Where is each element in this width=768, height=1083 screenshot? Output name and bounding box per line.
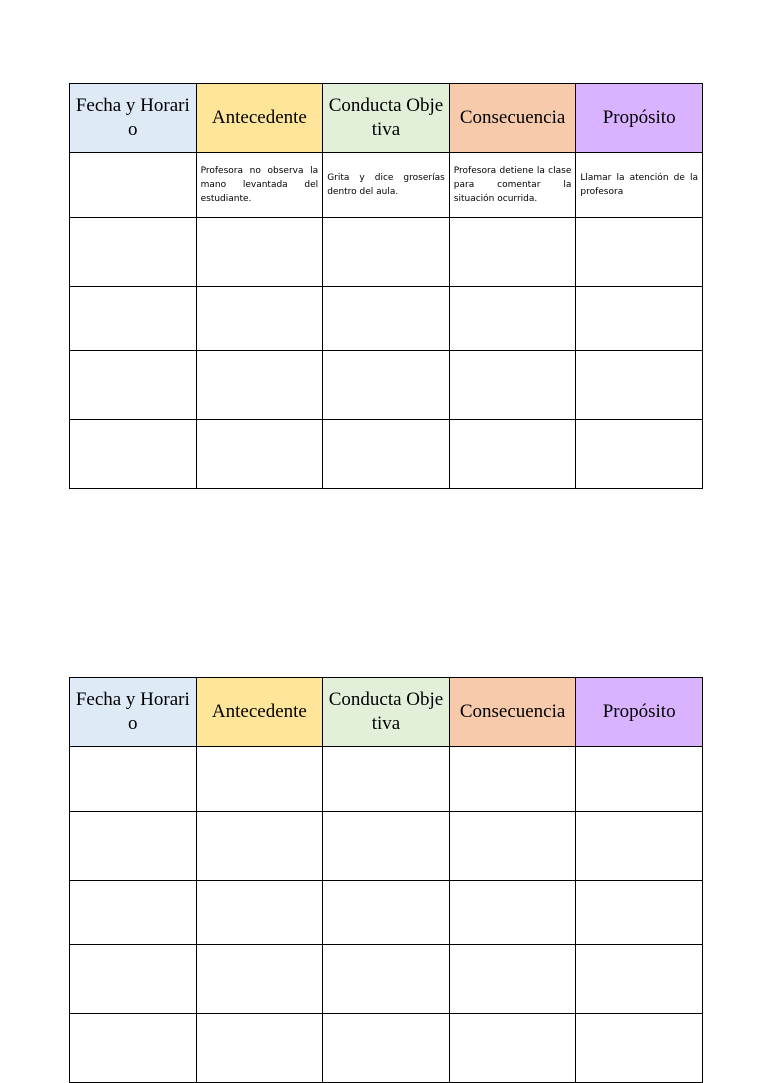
cell-consecuencia[interactable] xyxy=(449,351,576,420)
header-proposito: Propósito xyxy=(576,84,703,153)
table-row xyxy=(70,747,703,812)
cell-proposito[interactable] xyxy=(576,351,703,420)
cell-proposito[interactable] xyxy=(576,420,703,489)
cell-consecuencia[interactable] xyxy=(449,218,576,287)
table-row xyxy=(70,218,703,287)
cell-fecha-horario[interactable] xyxy=(70,747,197,812)
header-antecedente: Antecedente xyxy=(196,84,323,153)
abc-record-table-2 xyxy=(69,677,703,1083)
cell-fecha-horario[interactable] xyxy=(70,351,197,420)
table-row xyxy=(70,153,703,218)
cell-proposito[interactable] xyxy=(576,881,703,945)
cell-antecedente[interactable]: Profesora no observa la mano levantada del estudiante. xyxy=(196,153,323,218)
cell-conducta-objetiva[interactable] xyxy=(323,747,450,812)
abc-record-table-1 xyxy=(69,83,703,489)
table-header-row xyxy=(70,678,703,747)
cell-proposito[interactable] xyxy=(576,287,703,351)
table-row xyxy=(70,287,703,351)
cell-fecha-horario[interactable] xyxy=(70,153,197,218)
cell-conducta-objetiva[interactable] xyxy=(323,218,450,287)
header-conducta-objetiva: Conducta Objetiva xyxy=(323,678,450,747)
cell-conducta-objetiva[interactable] xyxy=(323,812,450,881)
cell-fecha-horario[interactable] xyxy=(70,812,197,881)
table-header-row xyxy=(70,84,703,153)
cell-consecuencia[interactable] xyxy=(449,881,576,945)
cell-conducta-objetiva[interactable] xyxy=(323,351,450,420)
cell-antecedente[interactable] xyxy=(196,420,323,489)
cell-fecha-horario[interactable] xyxy=(70,881,197,945)
cell-consecuencia[interactable]: Profesora detiene la clase para comentar la situación ocurrida. xyxy=(449,153,576,218)
table-row xyxy=(70,351,703,420)
header-antecedente: Antecedente xyxy=(196,678,323,747)
cell-consecuencia[interactable] xyxy=(449,747,576,812)
cell-proposito[interactable] xyxy=(576,218,703,287)
cell-conducta-objetiva[interactable] xyxy=(323,945,450,1014)
cell-proposito[interactable] xyxy=(576,945,703,1014)
table-row xyxy=(70,945,703,1014)
table-row xyxy=(70,420,703,489)
cell-conducta-objetiva[interactable] xyxy=(323,420,450,489)
cell-proposito[interactable]: Llamar la atención de la profesora xyxy=(576,153,703,218)
table-row xyxy=(70,812,703,881)
header-consecuencia: Consecuencia xyxy=(449,84,576,153)
cell-fecha-horario[interactable] xyxy=(70,945,197,1014)
cell-consecuencia[interactable] xyxy=(449,287,576,351)
cell-fecha-horario[interactable] xyxy=(70,420,197,489)
cell-antecedente[interactable] xyxy=(196,945,323,1014)
header-fecha-horario: Fecha y Horario xyxy=(70,678,197,747)
cell-consecuencia[interactable] xyxy=(449,420,576,489)
cell-conducta-objetiva[interactable]: Grita y dice groserías dentro del aula. xyxy=(323,153,450,218)
header-consecuencia: Consecuencia xyxy=(449,678,576,747)
cell-antecedente[interactable] xyxy=(196,747,323,812)
cell-conducta-objetiva[interactable] xyxy=(323,287,450,351)
cell-fecha-horario[interactable] xyxy=(70,287,197,351)
header-conducta-objetiva: Conducta Objetiva xyxy=(323,84,450,153)
cell-antecedente[interactable] xyxy=(196,351,323,420)
cell-proposito[interactable] xyxy=(576,747,703,812)
cell-consecuencia[interactable] xyxy=(449,945,576,1014)
cell-conducta-objetiva[interactable] xyxy=(323,881,450,945)
header-fecha-horario: Fecha y Horario xyxy=(70,84,197,153)
cell-antecedente[interactable] xyxy=(196,287,323,351)
cell-antecedente[interactable] xyxy=(196,812,323,881)
cell-antecedente[interactable] xyxy=(196,881,323,945)
cell-proposito[interactable] xyxy=(576,812,703,881)
table-row xyxy=(70,881,703,945)
header-proposito: Propósito xyxy=(576,678,703,747)
cell-fecha-horario[interactable] xyxy=(70,218,197,287)
cell-antecedente[interactable] xyxy=(196,218,323,287)
cell-consecuencia[interactable] xyxy=(449,812,576,881)
